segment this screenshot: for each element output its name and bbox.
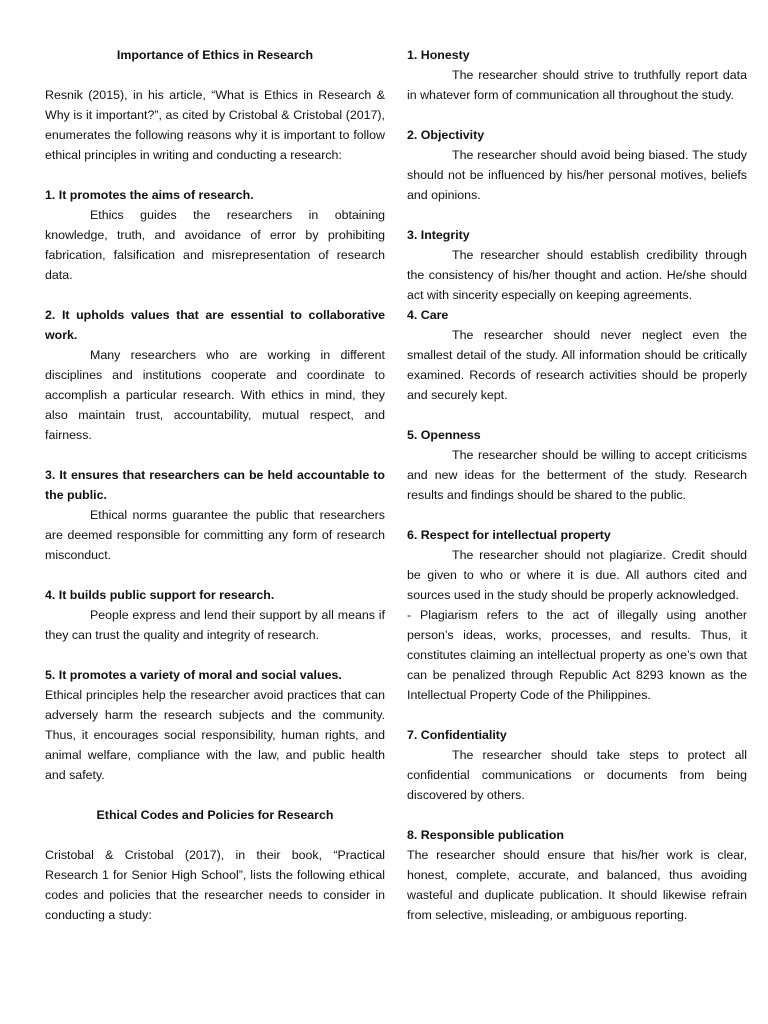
section-title-codes: Ethical Codes and Policies for Research xyxy=(96,808,334,822)
code-heading-responsible-publication: 8. Responsible publication xyxy=(407,828,564,842)
plagiarism-note: - Plagiarism refers to the act of illegally using another person’s ideas, works, processes, and results. Thus, it constitutes claiming an intellectual property as one’s own that can be penalized through Republic Act 8293 known as the Intellectual Property Code of the Philippines. xyxy=(407,608,747,702)
section-title-importance: Importance of Ethics in Research xyxy=(116,48,314,62)
left-column xyxy=(45,45,385,925)
intro-paragraph: Resnik (2015), in his article, “What is Ethics in Research & Why is it important?”, as cited by Cristobal & Cristobal (2017), enumerates the following reasons why it is important to follow ethical principles in writing and conducting a research: xyxy=(45,88,385,162)
code-body-intellectual-property: The researcher should not plagiarize. Credit should be given to who or where it is due. All authors cited and sources used in the study should be properly acknowledged. xyxy=(407,548,747,602)
reason-heading-4: 4. It builds public support for research. xyxy=(45,588,275,602)
code-heading-objectivity: 2. Objectivity xyxy=(407,128,485,142)
reason-body-4: People express and lend their support by all means if they can trust the quality and integrity of research. xyxy=(45,608,385,642)
reason-heading-3: 3. It ensures that researchers can be held accountable to the public. xyxy=(45,468,385,502)
code-heading-intellectual-property: 6. Respect for intellectual property xyxy=(407,528,611,542)
reason-heading-2: 2. It upholds values that are essential to collaborative work. xyxy=(45,308,385,342)
reason-body-3: Ethical norms guarantee the public that researchers are deemed responsible for committing any form of research misconduct. xyxy=(45,508,385,562)
code-body-responsible-publication: The researcher should ensure that his/her work is clear, honest, complete, accurate, and balanced, thus avoiding wasteful and duplicate publication. It should likewise refrain from selective, misleading, or ambiguous reporting. xyxy=(407,848,747,922)
code-heading-confidentiality: 7. Confidentiality xyxy=(407,728,507,742)
code-body-care: The researcher should never neglect even the smallest detail of the study. All information should be critically examined. Records of research activities should be properly and securely kept. xyxy=(407,328,747,402)
code-body-objectivity: The researcher should avoid being biased. The study should not be influenced by his/her personal motives, beliefs and opinions. xyxy=(407,148,747,202)
reason-body-1: Ethics guides the researchers in obtaining knowledge, truth, and avoidance of error by prohibiting fabrication, falsification and misrepresentation of research data. xyxy=(45,208,385,282)
code-body-confidentiality: The researcher should take steps to protect all confidential communications or documents from being discovered by others. xyxy=(407,748,747,802)
code-body-integrity: The researcher should establish credibility through the consistency of his/her thought and action. He/she should act with sincerity especially on keeping agreements. xyxy=(407,248,747,302)
code-heading-care: 4. Care xyxy=(407,308,449,322)
reason-body-2: Many researchers who are working in different disciplines and institutions cooperate and coordinate to accomplish a particular research. With ethics in mind, they also maintain trust, accountability, mutual respect, and fairness. xyxy=(45,348,385,442)
reason-body-5: Ethical principles help the researcher avoid practices that can adversely harm the research subjects and the community. Thus, it encourages social responsibility, human rights, and animal welfare, compliance with the law, and public health and safety. xyxy=(45,688,385,782)
code-body-openness: The researcher should be willing to accept criticisms and new ideas for the betterment of the study. Research results and findings should be shared to the public. xyxy=(407,448,747,502)
code-body-honesty: The researcher should strive to truthfully report data in whatever form of communication all throughout the study. xyxy=(407,68,747,102)
code-heading-integrity: 3. Integrity xyxy=(407,228,470,242)
reason-heading-1: 1. It promotes the aims of research. xyxy=(45,188,254,202)
reason-heading-5: 5. It promotes a variety of moral and social values. xyxy=(45,668,342,682)
codes-intro-paragraph: Cristobal & Cristobal (2017), in their book, “Practical Research 1 for Senior High School”, lists the following ethical codes and policies that the researcher needs to consider in conducting a study: xyxy=(45,848,385,922)
code-heading-honesty: 1. Honesty xyxy=(407,48,470,62)
right-column xyxy=(407,45,747,925)
code-heading-openness: 5. Openness xyxy=(407,428,481,442)
